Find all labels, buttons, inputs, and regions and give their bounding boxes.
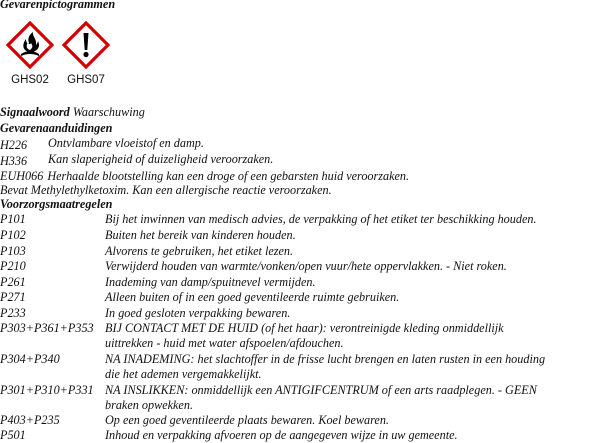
precaution-text: Inademing van damp/spuitnevel vermijden. bbox=[105, 275, 316, 289]
ghs02-pictogram bbox=[6, 21, 54, 69]
precaution-text: Verwijderd houden van warmte/vonken/open vuur/hete oppervlakken. - Niet roken. bbox=[105, 259, 507, 273]
precaution-code: P261 bbox=[0, 275, 26, 289]
precaution-code: P210 bbox=[0, 259, 26, 273]
precaution-code: P101 bbox=[0, 212, 26, 226]
hazard-code: H336 bbox=[0, 154, 28, 168]
precaution-text-cont: braken opwekken. bbox=[105, 398, 193, 412]
pictograms-heading: Gevarenpictogrammen bbox=[0, 0, 116, 11]
precaution-code: P233 bbox=[0, 306, 26, 320]
precaution-code: P303+P361+P353 bbox=[0, 321, 94, 335]
precaution-text: Alleen buiten of in een goed geventileerde ruimte gebruiken. bbox=[105, 290, 400, 304]
flame-icon bbox=[6, 21, 54, 69]
precaution-code: P103 bbox=[0, 244, 26, 258]
hazard-text: Ontvlambare vloeistof en damp. bbox=[48, 136, 204, 150]
signal-word-value: Waarschuwing bbox=[72, 105, 145, 119]
precaution-text: Buiten het bereik van kinderen houden. bbox=[105, 228, 296, 242]
hazard-text: Herhaalde blootstelling kan een droge of een gebarsten huid veroorzaken. bbox=[47, 169, 410, 183]
hazard-heading: Gevarenaanduidingen bbox=[0, 121, 113, 135]
precaution-text: Alvorens te gebruiken, het etiket lezen. bbox=[105, 244, 294, 258]
precaution-text: BIJ CONTACT MET DE HUID (of het haar): verontreinigde kleding onmiddellijk bbox=[105, 321, 504, 335]
precaution-code: P403+P235 bbox=[0, 413, 60, 427]
precaution-text-cont: uittrekken - huid met water afspoelen/afdouchen. bbox=[105, 336, 344, 350]
precaution-text-cont: die het ademen vergemakkelijkt. bbox=[105, 367, 262, 381]
precaution-text: Inhoud en verpakking afvoeren op de aangegeven wijze in uw gemeente. bbox=[105, 428, 458, 442]
precaution-code: P304+P340 bbox=[0, 352, 60, 366]
signal-word-label: Signaalwoord bbox=[0, 105, 70, 119]
ghs07-label: GHS07 bbox=[67, 74, 105, 86]
precaution-code: P501 bbox=[0, 428, 26, 442]
exclamation-mark-icon bbox=[62, 21, 110, 69]
precaution-heading: Voorzorgsmaatregelen bbox=[0, 197, 113, 211]
hazard-code: EUH066 bbox=[0, 169, 44, 183]
precaution-text: In goed gesloten verpakking bewaren. bbox=[105, 306, 291, 320]
precaution-code: P301+P310+P331 bbox=[0, 383, 94, 397]
precaution-text: NA INSLIKKEN: onmiddellijk een ANTIGIFCENTRUM of een arts raadplegen. - GEEN bbox=[105, 383, 537, 397]
precaution-code: P102 bbox=[0, 228, 26, 242]
hazard-code: H226 bbox=[0, 138, 28, 152]
hazard-extra: Bevat Methylethylketoxim. Kan een allergische reactie veroorzaken. bbox=[0, 183, 332, 197]
precaution-text: NA INADEMING: het slachtoffer in de frisse lucht brengen en laten rusten in een houding bbox=[105, 352, 546, 366]
ghs02-label: GHS02 bbox=[11, 74, 49, 86]
hazard-text: Kan slaperigheid of duizeligheid veroorzaken. bbox=[48, 152, 274, 166]
precaution-text: Op een goed geventileerde plaats bewaren. Koel bewaren. bbox=[105, 413, 389, 427]
precaution-text: Bij het inwinnen van medisch advies, de verpakking of het etiket ter beschikking houden. bbox=[105, 212, 537, 226]
precaution-code: P271 bbox=[0, 290, 26, 304]
signal-word-line bbox=[0, 105, 145, 120]
ghs07-pictogram bbox=[62, 21, 110, 69]
